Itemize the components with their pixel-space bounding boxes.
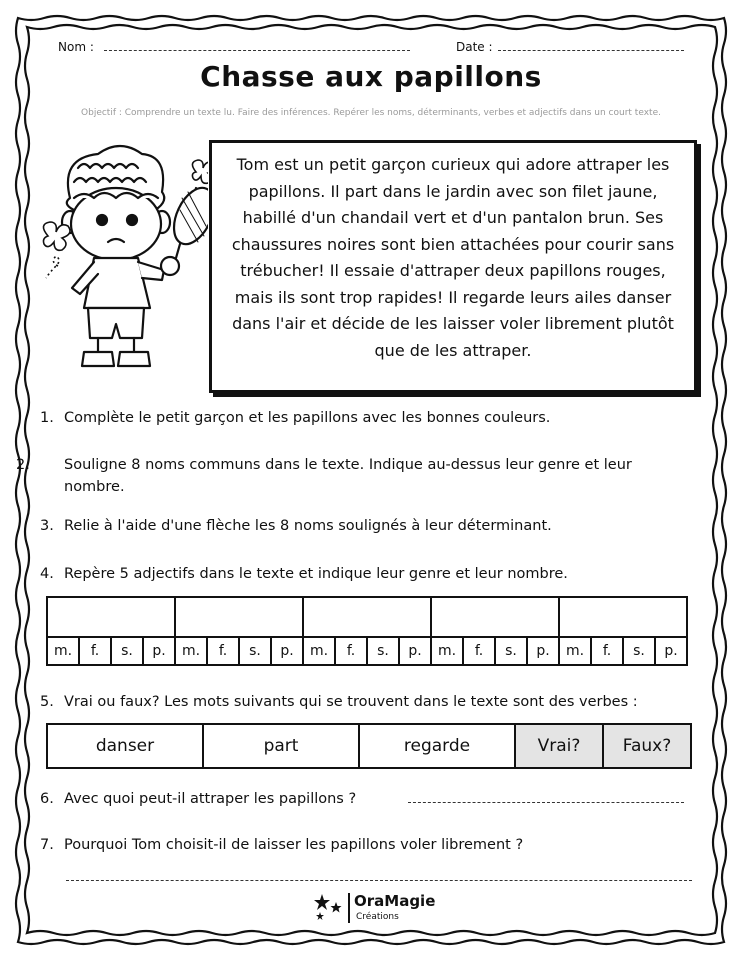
feminine-cell[interactable]: f. (79, 637, 111, 665)
verb-word-cell: danser (47, 724, 203, 768)
question-number: 1. (40, 410, 54, 426)
question-4 (40, 563, 700, 585)
feminine-cell[interactable]: f. (335, 637, 367, 665)
singular-cell[interactable]: s. (367, 637, 399, 665)
plural-cell[interactable]: p. (527, 637, 559, 665)
question-text: Pourquoi Tom choisit-il de laisser les papillons voler librement ? (64, 837, 524, 853)
plural-cell[interactable]: p. (271, 637, 303, 665)
feminine-cell[interactable]: f. (207, 637, 239, 665)
true-cell[interactable]: Vrai? (515, 724, 603, 768)
adjective-cell[interactable] (303, 597, 431, 637)
question-1 (40, 407, 700, 429)
question-number: 7. (40, 837, 54, 853)
question-5 (40, 691, 700, 713)
false-cell[interactable]: Faux? (603, 724, 691, 768)
question-text: Avec quoi peut-il attraper les papillons ? (64, 791, 357, 807)
verb-word-cell: part (203, 724, 359, 768)
masculine-cell[interactable]: m. (559, 637, 591, 665)
question-text: Relie à l'aide d'une flèche les 8 noms soulignés à leur déterminant. (64, 518, 552, 534)
plural-cell[interactable]: p. (143, 637, 175, 665)
adjective-cell[interactable] (47, 597, 175, 637)
question-number: 4. (40, 566, 54, 582)
adjective-cell[interactable] (175, 597, 303, 637)
masculine-cell[interactable]: m. (175, 637, 207, 665)
date-field[interactable] (456, 40, 493, 54)
answer-line-6[interactable] (408, 802, 684, 803)
date-line[interactable] (498, 50, 684, 51)
logo-name: OraMagie (354, 892, 436, 910)
singular-cell[interactable]: s. (623, 637, 655, 665)
stars-icon (312, 892, 346, 924)
question-text: Repère 5 adjectifs dans le texte et indique leur genre et leur nombre. (64, 566, 568, 582)
question-2 (16, 454, 690, 498)
singular-cell[interactable]: s. (239, 637, 271, 665)
boy-with-net-illustration (38, 138, 208, 378)
masculine-cell[interactable]: m. (303, 637, 335, 665)
adjective-cell[interactable] (431, 597, 559, 637)
logo-subtitle: Créations (356, 912, 399, 922)
objective-text: Objectif : Comprendre un texte lu. Faire des inférences. Repérer les noms, déterminants, verbes et adjectifs dans un court texte. (81, 108, 661, 118)
story-text-box: Tom est un petit garçon curieux qui adore attraper les papillons. Il part dans le jardin avec son filet jaune, habillé d'un chandail vert et d'un pantalon brun. Ses chaussures noires sont bien attachées pour courir sans trébucher! Il essaie d'attraper deux papillons rouges, mais ils sont trop rapides! Il regarde leurs ailes danser dans l'air et décide de les laisser voler librement plutôt que de les attraper. (209, 140, 697, 393)
question-number: 5. (40, 694, 54, 710)
adjective-blank-row (47, 597, 687, 637)
question-3 (40, 515, 700, 537)
question-text: Complète le petit garçon et les papillons avec les bonnes couleurs. (64, 410, 551, 426)
name-field[interactable] (58, 40, 94, 54)
question-7 (40, 834, 700, 856)
singular-cell[interactable]: s. (111, 637, 143, 665)
oramagie-logo (312, 890, 452, 928)
name-line[interactable] (104, 50, 410, 51)
adjective-table (46, 596, 688, 666)
question-number: 6. (40, 791, 54, 807)
page-title: Chasse aux papillons (200, 60, 542, 93)
adjective-cell[interactable] (559, 597, 687, 637)
masculine-cell[interactable]: m. (47, 637, 79, 665)
question-text: Souligne 8 noms communs dans le texte. Indique au-dessus leur genre et leur nombre. (64, 457, 632, 495)
gender-number-row (47, 637, 687, 665)
masculine-cell[interactable]: m. (431, 637, 463, 665)
question-number: 3. (40, 518, 54, 534)
feminine-cell[interactable]: f. (463, 637, 495, 665)
question-number: 2. (16, 457, 30, 473)
logo-divider (348, 893, 350, 923)
plural-cell[interactable]: p. (399, 637, 431, 665)
question-6 (40, 788, 700, 810)
date-label: Date : (456, 40, 493, 54)
verb-word-cell: regarde (359, 724, 515, 768)
answer-line-7[interactable] (66, 880, 692, 881)
question-text: Vrai ou faux? Les mots suivants qui se trouvent dans le texte sont des verbes : (64, 694, 638, 710)
verb-true-false-table (46, 723, 692, 769)
plural-cell[interactable]: p. (655, 637, 687, 665)
singular-cell[interactable]: s. (495, 637, 527, 665)
name-label: Nom : (58, 40, 94, 54)
feminine-cell[interactable]: f. (591, 637, 623, 665)
